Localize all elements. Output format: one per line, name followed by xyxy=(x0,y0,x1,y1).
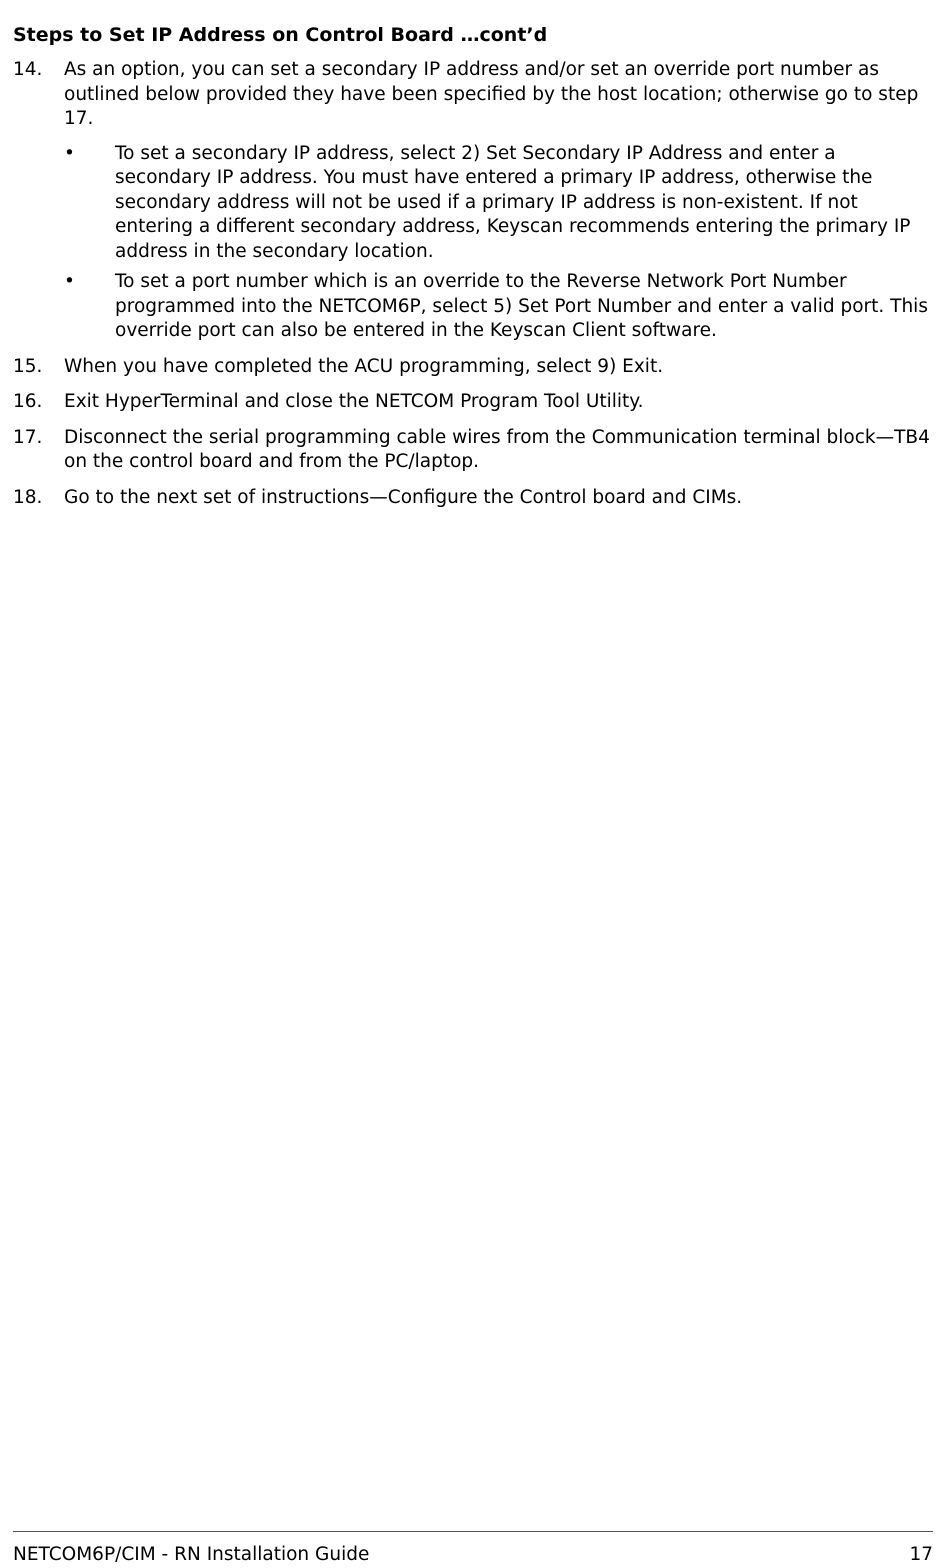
section-heading: Steps to Set IP Address on Control Board …cont’d xyxy=(13,24,548,46)
bullet-list xyxy=(64,142,933,344)
step-number: 16. xyxy=(13,391,43,412)
step-item xyxy=(13,426,933,475)
step-number: 18. xyxy=(13,486,43,508)
step-item xyxy=(13,58,933,344)
bullet-marker: • xyxy=(64,142,75,164)
bullet-marker: • xyxy=(64,271,75,292)
footer-divider xyxy=(13,1531,933,1532)
step-number: 14. xyxy=(13,59,43,80)
step-text: Go to the next set of instructions—Configure the Control board and CIMs. xyxy=(64,486,743,508)
steps-list xyxy=(13,58,933,521)
step-item xyxy=(13,390,933,415)
bullet-text: To set a port number which is an override to the Reverse Network Port Number programmed into the NETCOM6P, select 5) Set Port Number and enter a valid port. This override port can also be entered in the Keyscan Client software. xyxy=(115,271,928,341)
bullet-item xyxy=(64,270,933,344)
step-text: When you have completed the ACU programming, select 9) Exit. xyxy=(64,355,664,377)
step-item xyxy=(13,355,933,380)
bullet-text: To set a secondary IP address, select 2) Set Secondary IP Address and enter a secondary IP address. You must have entered a primary IP address, otherwise the secondary address will not be used if a primary IP address is non-existent. If not entering a different secondary address, Keyscan recommends entering the primary IP address in the secondary location. xyxy=(115,142,911,262)
bullet-item xyxy=(64,142,933,265)
step-number: 15. xyxy=(13,355,43,377)
footer-page-number: 17 xyxy=(909,1544,933,1565)
step-number: 17. xyxy=(13,426,43,448)
step-text: Exit HyperTerminal and close the NETCOM Program Tool Utility. xyxy=(64,391,644,412)
step-item xyxy=(13,486,933,511)
footer-document-title: NETCOM6P/CIM - RN Installation Guide xyxy=(13,1544,370,1565)
step-text: As an option, you can set a secondary IP address and/or set an override port number as outlined below provided they have been specified by the host location; otherwise go to step 17. xyxy=(64,59,919,129)
step-text: Disconnect the serial programming cable wires from the Communication terminal block—TB4 on the control board and from the PC/laptop. xyxy=(64,426,930,472)
